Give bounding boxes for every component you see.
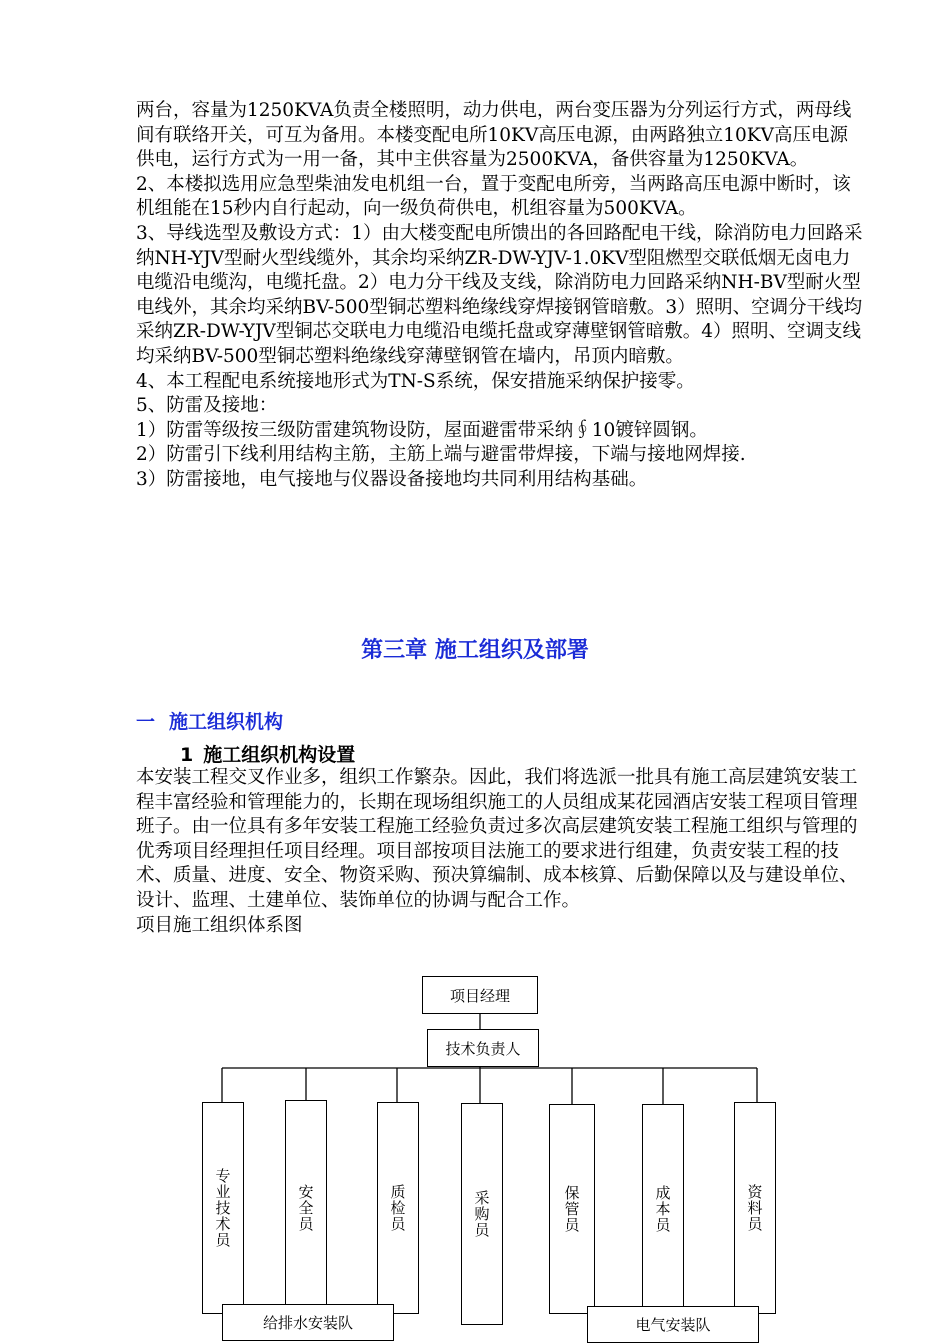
subsection-number: 1 (180, 744, 194, 766)
org-node-role (285, 1100, 327, 1316)
org-node-label: 质检员 (388, 1184, 407, 1232)
section-number: 一 (136, 711, 156, 733)
org-node-technical-lead (427, 1029, 539, 1067)
subsection-heading (180, 740, 355, 767)
org-chart-caption: 项目施工组织体系图 (136, 914, 303, 936)
org-node-role (377, 1102, 419, 1314)
org-node-label: 采购员 (472, 1190, 491, 1238)
org-node-role (461, 1103, 503, 1325)
intro-text (136, 766, 866, 938)
paragraph: 4、本工程配电系统接地形式为TN-S系统，保安措施采纳保护接零。 (136, 370, 695, 392)
paragraph: 2）防雷引下线利用结构主筋，主筋上端与避雷带焊接，下端与接地网焊接. (136, 444, 746, 466)
org-node-label: 安全员 (296, 1184, 315, 1232)
paragraph: 1）防雷等级按三级防雷建筑物设防，屋面避雷带采纳∮10镀锌圆钢。 (136, 419, 708, 441)
org-node-role (202, 1102, 244, 1314)
chapter-title: 第三章 施工组织及部署 (361, 638, 589, 663)
org-node-team-electrical (587, 1306, 759, 1343)
paragraph: 3、导线选型及敷设方式：1）由大楼变配电所馈出的各回路配电干线，除消防电力回路采纳NH-YJV型耐火型线缆外，其余均采纳ZR-DW-YJV-1.0KV型阻燃型交联低烟无卤电力电缆沿电缆沟，电缆托盘。2）电力分干线及支线，除消防电力回路采纳NH-BV型耐火型电线外，其余均采纳BV-500型铜芯塑料绝缘线穿焊接钢管暗敷。3）照明、空调分干线均采纳ZR-DW-YJV型铜芯交联电力电缆沿电缆托盘或穿薄壁钢管暗敷。4）照明、空调支线均采纳BV-500型铜芯塑料绝缘线穿薄壁钢管在墙内，吊顶内暗敷。 (136, 222, 863, 367)
section-heading (136, 707, 283, 734)
body-text (136, 99, 866, 493)
org-node-team-water (222, 1304, 394, 1341)
org-node-role (734, 1102, 776, 1314)
paragraph: 3）防雷接地，电气接地与仪器设备接地均共同利用结构基础。 (136, 468, 648, 490)
paragraph: 两台，容量为1250KVA负责全楼照明，动力供电，两台变压器为分列运行方式，两母线间有联络开关，可互为备用。本楼变配电所10KV高压电源，由两路独立10KV高压电源供电，运行方式为一用一备，其中主供容量为2500KVA，备供容量为1250KVA。 (136, 100, 852, 171)
intro-paragraph: 本安装工程交叉作业多，组织工作繁杂。因此，我们将选派一批具有施工高层建筑安装工程丰富经验和管理能力的，长期在现场组织施工的人员组成某花园酒店安装工程项目管理班子。由一位具有多年安装工程施工经验负责过多次高层建筑安装工程施工组织与管理的优秀项目经理担任项目经理。项目部按项目法施工的要求进行组建，负责安装工程的技术、质量、进度、安全、物资采购、预决算编制、成本核算、后勤保障以及与建设单位、设计、监理、土建单位、装饰单位的协调与配合工作。 (136, 767, 858, 911)
org-node-label: 电气安装队 (635, 1316, 711, 1334)
org-node-role (642, 1104, 684, 1314)
org-node-label: 资料员 (745, 1184, 764, 1232)
section-title: 施工组织机构 (169, 711, 284, 733)
org-node-label: 专业技术员 (213, 1168, 232, 1248)
org-node-label: 保管员 (562, 1185, 581, 1233)
subsection-title: 施工组织机构设置 (203, 744, 356, 766)
org-node-label: 技术负责人 (445, 1039, 521, 1058)
org-node-role (549, 1104, 595, 1314)
org-node-project-manager (422, 976, 538, 1014)
paragraph: 2、本楼拟选用应急型柴油发电机组一台，置于变配电所旁，当两路高压电源中断时，该机组能在15秒内自行起动，向一级负荷供电，机组容量为500KVA。 (136, 173, 851, 220)
org-node-label: 项目经理 (449, 986, 510, 1005)
paragraph: 5、防雷及接地： (136, 395, 278, 417)
org-node-label: 给排水安装队 (262, 1314, 353, 1332)
org-node-label: 成本员 (653, 1185, 672, 1233)
